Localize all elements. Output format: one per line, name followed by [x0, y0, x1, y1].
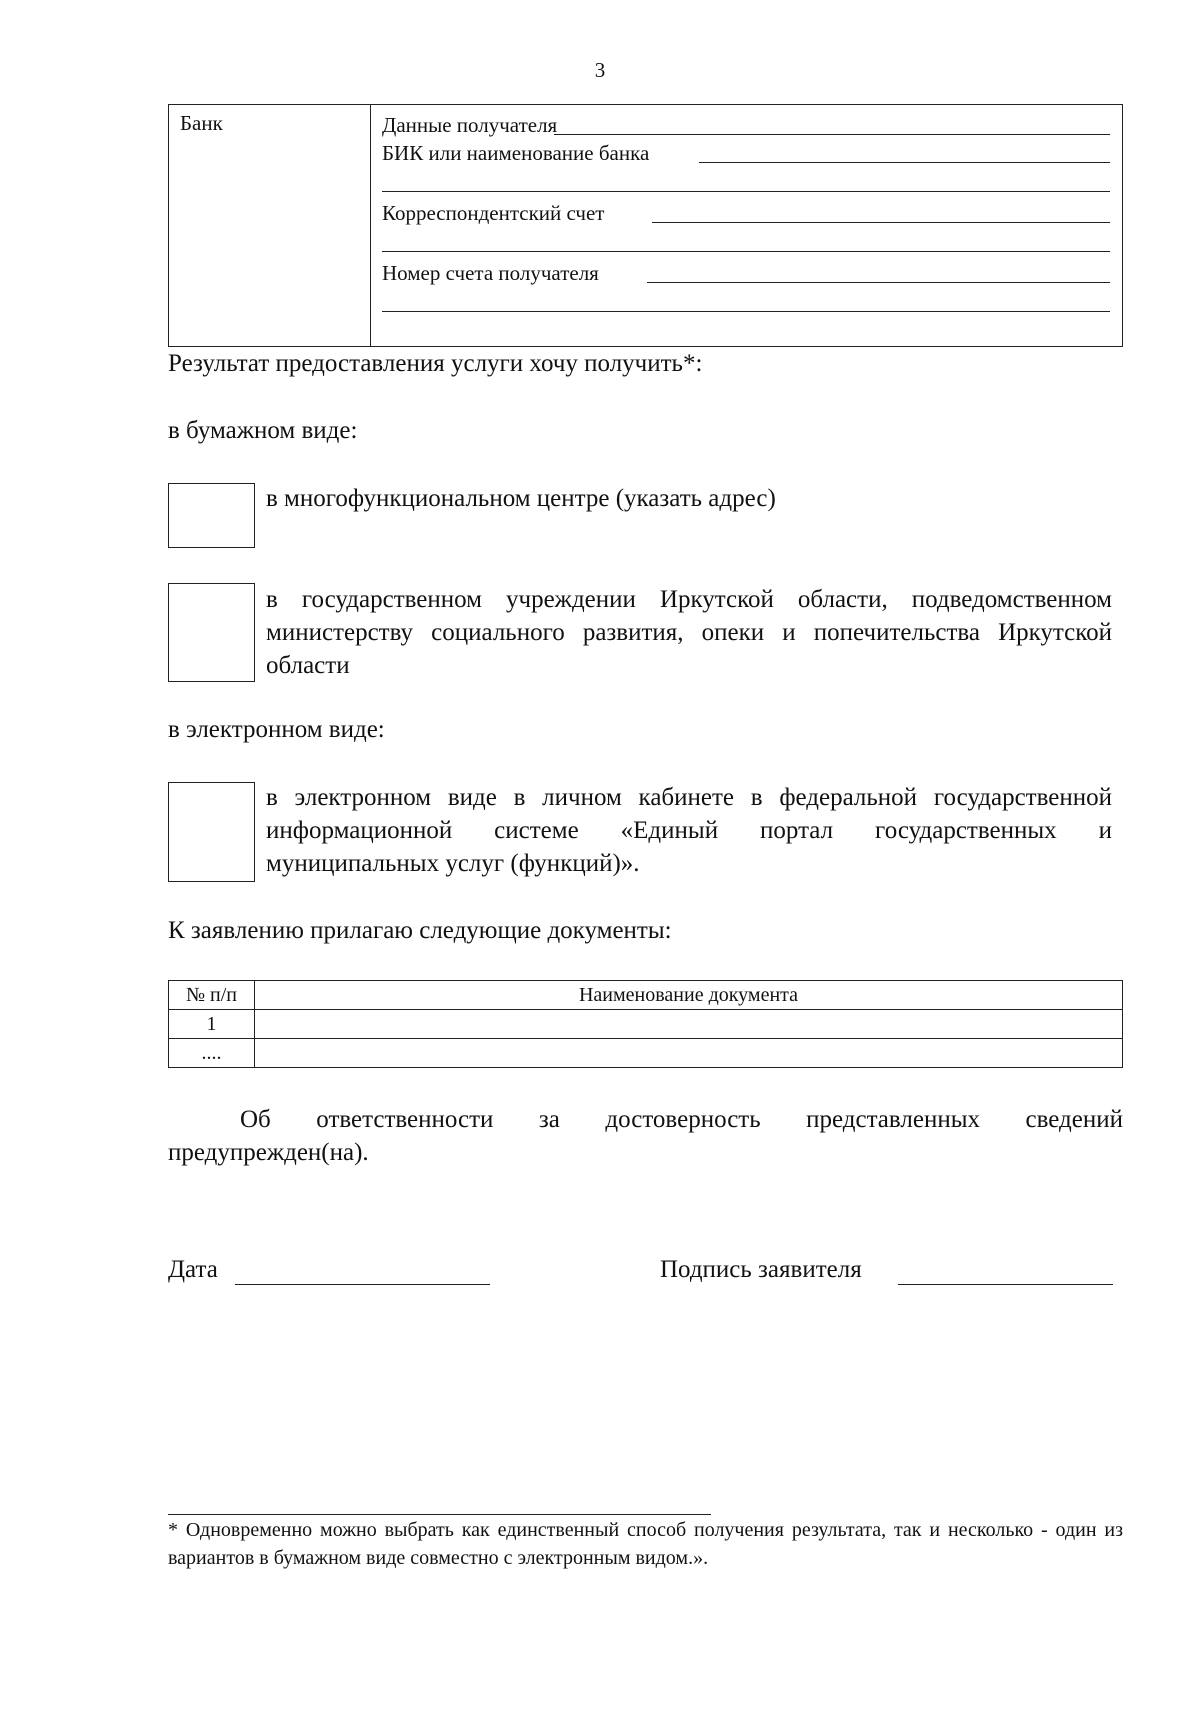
paper-form-heading: в бумажном виде:: [168, 417, 358, 444]
bic-field-continuation[interactable]: [382, 191, 1110, 192]
footnote: * Одновременно можно выбрать как единственный способ получения результата, так и несколько - один из вариантов в бумажном виде совместно с электронным видом.».: [168, 1519, 1123, 1569]
option-mfc-label: в многофункциональном центре (указать адрес): [266, 485, 776, 512]
document-name-cell[interactable]: [255, 1039, 1123, 1068]
correspondent-account-field-continuation[interactable]: [382, 251, 1110, 252]
table-column-divider: [370, 105, 371, 346]
recipient-data-label: Данные получателя: [382, 113, 558, 137]
signature-field[interactable]: [898, 1284, 1113, 1285]
electronic-form-heading: в электронном виде:: [168, 716, 385, 743]
footnote-divider: [168, 1514, 711, 1515]
responsibility-warning: Об ответственности за достоверность представленных сведений предупрежден(на).: [168, 1106, 1123, 1166]
result-heading: Результат предоставления услуги хочу получить*:: [168, 350, 703, 377]
page-number: 3: [594, 58, 606, 82]
recipient-account-field-continuation[interactable]: [382, 311, 1110, 312]
document-name-cell[interactable]: [255, 1010, 1123, 1039]
option-portal-label: в электронном виде в личном кабинете в федеральной государственной информационной системе «Единый портал государственных и муниципальных услуг (функций)».: [266, 784, 1112, 877]
bank-label: Банк: [180, 111, 223, 135]
recipient-data-field[interactable]: [554, 134, 1110, 135]
table-header-row: [169, 981, 1123, 1010]
checkbox-portal[interactable]: [168, 782, 255, 882]
column-header-number: № п/п: [169, 981, 255, 1010]
table-row: [169, 1039, 1123, 1068]
recipient-account-label: Номер счета получателя: [382, 261, 599, 285]
checkbox-state-institution[interactable]: [168, 583, 255, 682]
bic-field[interactable]: [699, 162, 1110, 163]
correspondent-account-field[interactable]: [652, 222, 1110, 223]
date-label: Дата: [168, 1256, 218, 1283]
signature-label: Подпись заявителя: [660, 1256, 862, 1283]
attachments-table: [168, 980, 1123, 1068]
recipient-account-field[interactable]: [647, 282, 1110, 283]
column-header-document-name: Наименование документа: [255, 981, 1123, 1010]
checkbox-mfc[interactable]: [168, 483, 255, 548]
date-field[interactable]: [235, 1284, 490, 1285]
attachments-heading: К заявлению прилагаю следующие документы:: [168, 917, 672, 944]
table-row: [169, 1010, 1123, 1039]
bank-details-table: [168, 104, 1123, 347]
row-number: ....: [169, 1039, 255, 1068]
bic-label: БИК или наименование банка: [382, 141, 650, 165]
correspondent-account-label: Корреспондентский счет: [382, 201, 605, 225]
option-state-institution-label: в государственном учреждении Иркутской области, подведомственном министерству социального развития, опеки и попечительства Иркутской области: [266, 586, 1112, 679]
row-number: 1: [169, 1010, 255, 1039]
